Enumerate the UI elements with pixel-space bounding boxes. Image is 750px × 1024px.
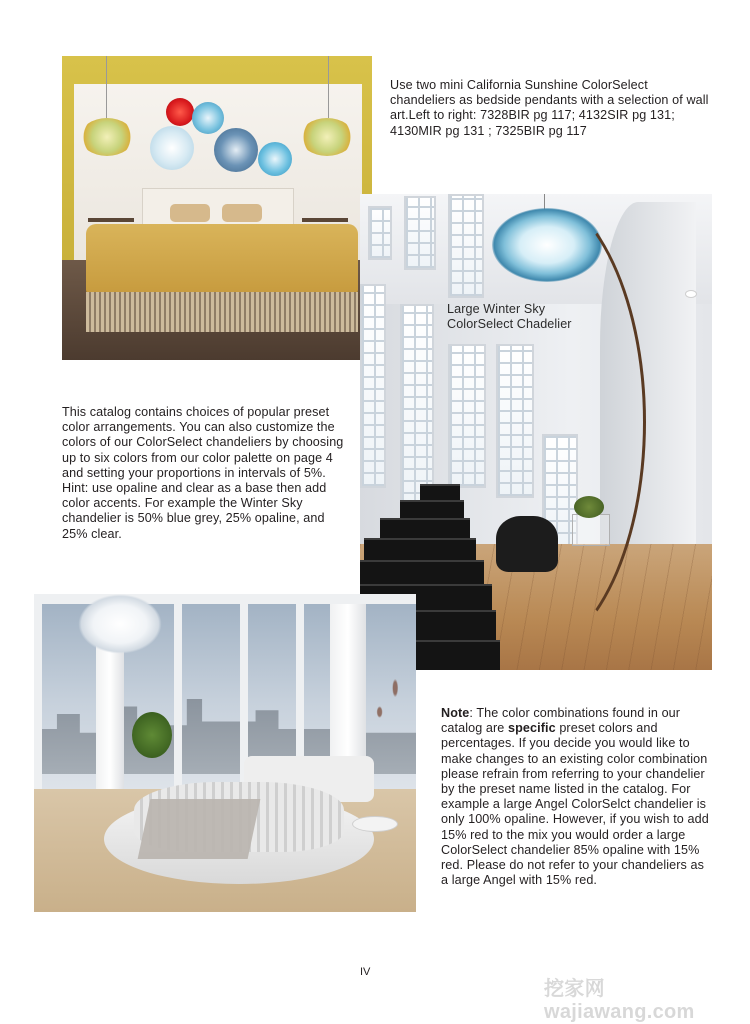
pendant-chandelier-right (300, 118, 354, 156)
note-emphasis: specific (508, 721, 556, 736)
ceiling-light (685, 290, 697, 298)
glass-block-window (360, 284, 386, 488)
clear-chandelier (78, 594, 162, 654)
round-side-table (352, 816, 398, 832)
page-number: IV (360, 966, 371, 978)
potted-plant (574, 496, 604, 518)
pendant-cord-left (106, 56, 107, 118)
nightstand-left (88, 218, 134, 222)
wall-art-clear-plate (150, 126, 194, 170)
watermark-latin: wajiawang.com (544, 1001, 695, 1023)
fur-throw (138, 799, 261, 859)
note-paragraph (441, 706, 709, 888)
pendant-cord-right (328, 56, 329, 118)
wall-art-turquoise-plate (258, 142, 292, 176)
pillow-left (170, 204, 210, 222)
window-mullion (34, 594, 42, 799)
pillow-right (222, 204, 262, 222)
bedroom-caption: Use two mini California Sunshine ColorSelect chandeliers as bedside pendants with a selection of wall art.Left to right: 7328BIR pg 117; 4132SIR pg 131; 4130MIR pg 131 ; 7325BIR pg 117 (390, 78, 709, 138)
black-armchair (496, 516, 558, 572)
note-text-part1: : The color combinations found in our catalog are (441, 706, 681, 736)
wall-art-red-plate (166, 98, 194, 126)
bedroom-photo (62, 56, 372, 360)
watermark (544, 972, 750, 1024)
nightstand-right (302, 218, 348, 222)
side-table (572, 514, 610, 546)
note-text-part2: preset colors and percentages. If you decide you would like to make changes to an existing color combination please refrain from referring to your chandelier by the preset name listed in the catalog. For example a large Angel ColorSelct chandelier is only 100% opaline. However, if you wish to add 15% red to the mix you would order a large ColorSelect chandelier 85% opaline with 15% red. Please do not refer to your chandeliers as a large Angel with 15% red. (441, 721, 709, 888)
winter-sky-caption-line1: Large Winter Sky (447, 302, 546, 316)
note-label: Note (441, 706, 470, 720)
winter-sky-caption (447, 302, 617, 332)
winter-sky-caption-line2: ColorSelect Chadelier (447, 317, 572, 332)
bed-skirt (86, 292, 358, 332)
glass-block-window (404, 196, 436, 270)
potted-tree (132, 712, 172, 758)
catalog-paragraph: This catalog contains choices of popular preset color arrangements. You can also customize the colors of our ColorSelect chandeliers by choosing up to six colors from our color palette on page 4 and setting your proportions in intervals of 5%. Hint: use opaline and clear as a base then add color accents. For example the Winter Sky chandelier is 50% blue grey, 25% opaline, and 25% clear. (62, 405, 344, 541)
bed-duvet (86, 224, 358, 294)
wall-art-blue-plate (214, 128, 258, 172)
wall-art-aqua-plate (192, 102, 224, 134)
glass-block-window (368, 206, 392, 260)
window-mullion (174, 594, 182, 799)
pendant-chandelier-left (80, 118, 134, 156)
stair-handrail (400, 194, 646, 660)
round-bed-photo (34, 594, 416, 912)
watermark-cjk: 挖家网 (544, 976, 605, 1000)
